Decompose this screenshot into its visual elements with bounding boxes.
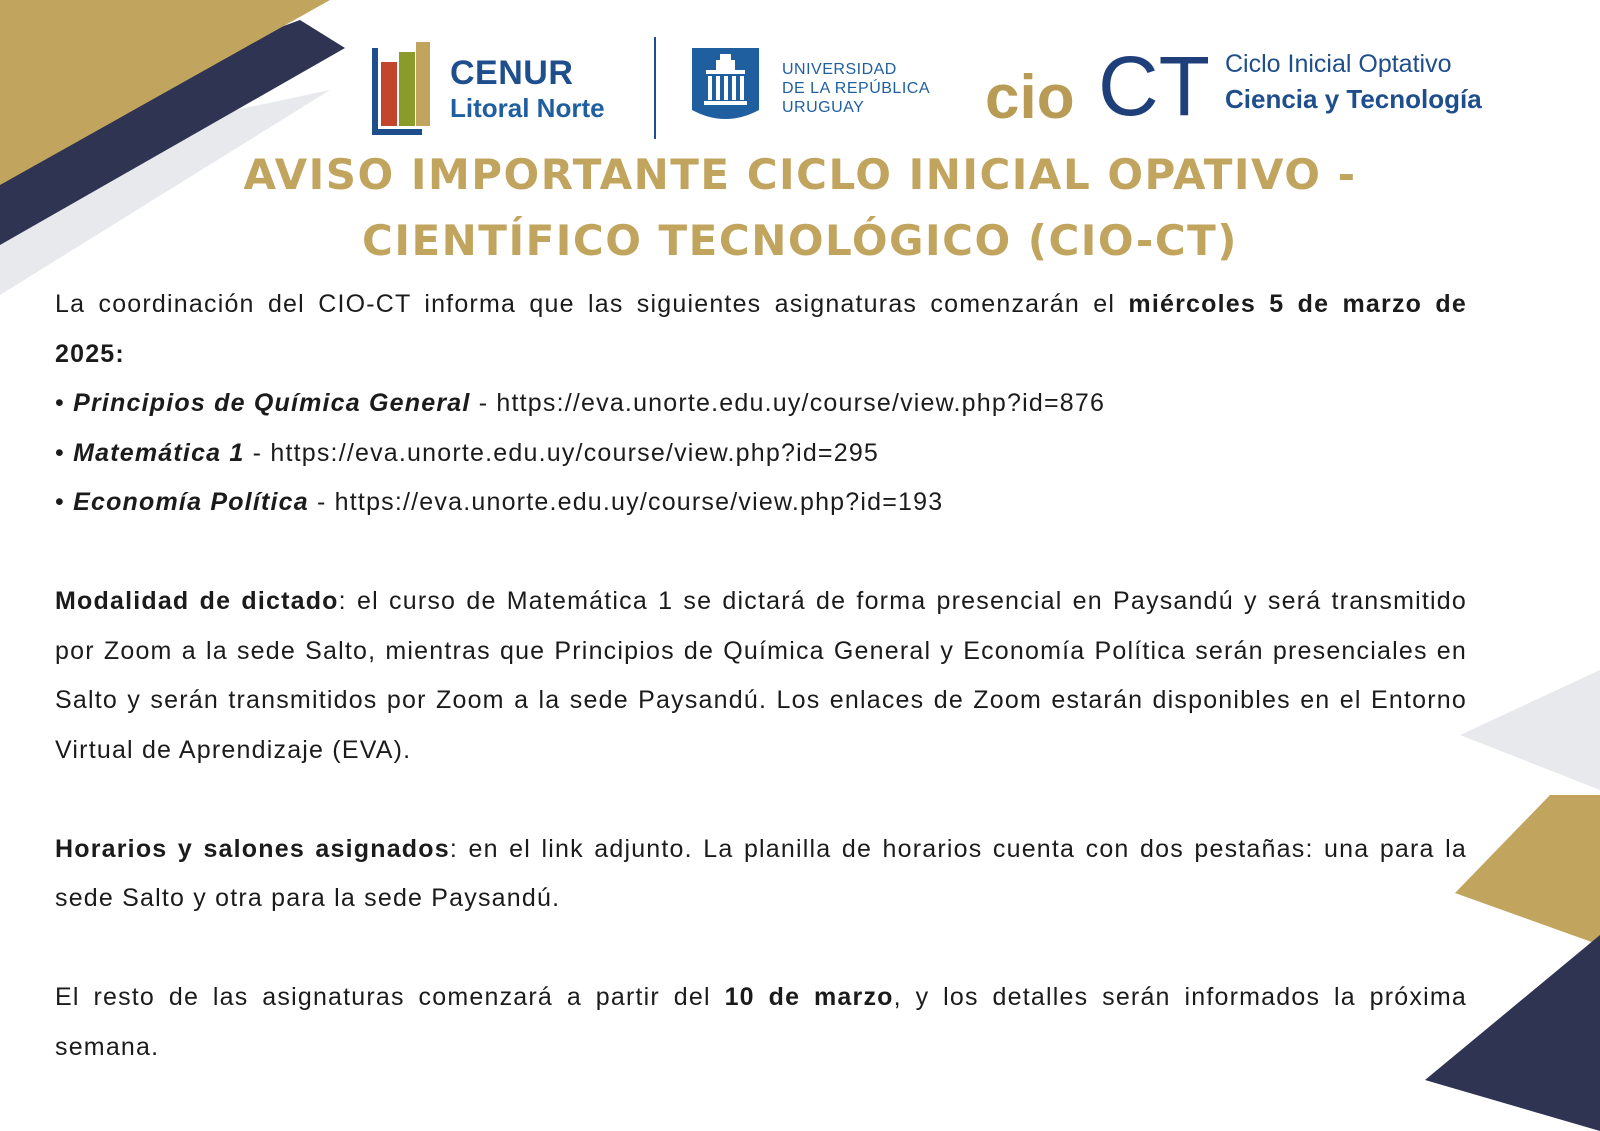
cenur-logo — [372, 40, 632, 138]
modalidad-text: : el curso de Matemática 1 se dictará de forma presencial en Paysandú y será transmitido por Zoom a la sede Salto, mientras que Principios de Química General y Economía Política serán presenciales en Salto y serán transmitidos por Zoom a la sede Paysandú. Los enlaces de Zoom estarán disponibles en el Entorno Virtual de Aprendizaje (EVA). — [55, 587, 1467, 764]
intro-text: La coordinación del CIO-CT informa que las siguientes asignaturas comenzarán el — [55, 290, 1129, 318]
resto-paragraph — [55, 973, 1467, 1072]
cenur-name: CENUR — [450, 54, 574, 92]
cioct-logo-line-1: Ciclo Inicial Optativo — [1225, 50, 1452, 78]
udelar-line-3: URUGUAY — [782, 99, 865, 116]
course-separator: - — [470, 389, 497, 417]
course-item — [55, 429, 1467, 479]
course-item — [55, 478, 1467, 528]
course-link[interactable]: https://eva.unorte.edu.uy/course/view.php?id=876 — [496, 389, 1106, 417]
udelar-name — [782, 60, 930, 117]
logo-divider — [654, 37, 656, 139]
cioct-logo-line-2: Ciencia y Tecnología — [1225, 84, 1482, 114]
course-separator: - — [244, 438, 271, 467]
resto-text-post: , y los detalles serán informados la próxima semana. — [55, 983, 1467, 1061]
title-line-1: AVISO IMPORTANTE CICLO INICIAL OPATIVO - — [243, 150, 1357, 199]
intro-paragraph — [55, 280, 1467, 379]
horarios-text: : en el link adjunto. La planilla de horarios cuenta con dos pestañas: una para la sede Salto y otra para la sede Paysandú. — [55, 834, 1467, 912]
resto-text-pre: El resto de las asignaturas comenzará a partir del — [55, 983, 725, 1011]
course-item — [55, 379, 1467, 429]
right-gold-triangle — [1455, 795, 1600, 945]
spacer — [55, 924, 1467, 974]
university-building-icon — [692, 48, 759, 126]
spacer — [55, 775, 1467, 825]
page-title — [150, 142, 1450, 274]
course-link[interactable]: https://eva.unorte.edu.uy/course/view.php?id=295 — [270, 438, 880, 467]
udelar-line-1: UNIVERSIDAD — [782, 61, 897, 78]
horarios-label: Horarios y salones asignados — [55, 834, 450, 863]
right-gray-triangle — [1460, 670, 1600, 790]
title-line-2: CIENTÍFICO TECNOLÓGICO (CIO-CT) — [362, 216, 1238, 265]
course-name: Matemática 1 — [73, 438, 245, 467]
course-name: Economía Política — [73, 488, 309, 516]
bullet-dot: • — [55, 438, 65, 467]
bullet-dot: • — [55, 389, 65, 417]
cenur-subtitle: Litoral Norte — [450, 93, 605, 123]
course-name: Principios de Química General — [73, 389, 471, 417]
horarios-paragraph — [55, 825, 1467, 924]
modalidad-paragraph — [55, 577, 1467, 775]
course-separator: - — [308, 488, 335, 516]
udelar-logo — [692, 48, 952, 128]
cenur-mark-icon — [372, 42, 430, 135]
spacer — [55, 528, 1467, 578]
udelar-line-2: DE LA REPÚBLICA — [782, 80, 930, 97]
cioct-logo-ct: CT — [1098, 39, 1210, 133]
cioct-logo-cio: cio — [985, 63, 1075, 132]
cioct-logo — [985, 38, 1545, 133]
bullet-dot: • — [55, 488, 65, 516]
modalidad-label: Modalidad de dictado — [55, 587, 339, 615]
notice-body — [55, 280, 1467, 1072]
course-link[interactable]: https://eva.unorte.edu.uy/course/view.php?id=193 — [334, 488, 944, 516]
header-logos — [0, 0, 1600, 145]
resto-date: 10 de marzo — [724, 983, 894, 1011]
start-date: miércoles 5 de marzo de 2025: — [55, 290, 1467, 368]
